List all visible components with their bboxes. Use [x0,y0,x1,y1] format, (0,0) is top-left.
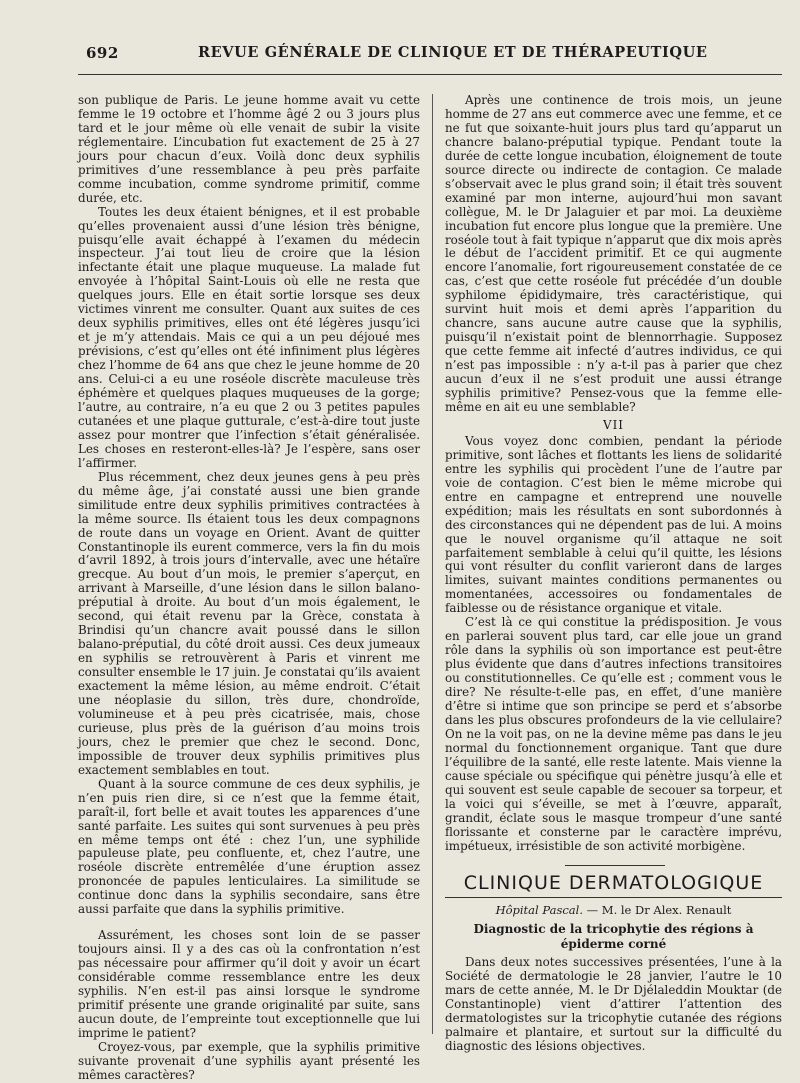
byline [445,904,782,918]
page-number: 692 [86,44,119,62]
section-heading-block [445,865,782,898]
paragraph: Vous voyez donc combien, pendant la période primitive, sont lâches et flottants les liens de solidarité entre les syphilis qui procèdent l’une de l’autre par voie de contagion. C’est bien le même microbe qui entre en campagne et entreprend une nouvelle expédition; mais les résultats en sont subordonnés à des circonstances qui ne dépendent pas de lui. A moins que le nouvel organisme qu’il attaque ne soit parfaitement semblable à celui qu’il quitte, les lésions qui vont résulter du conflit varieront dans de larges limites, suivant maintes conditions permanentes ou momentanées, accessoires ou fondamentales de faiblesse ou de résistance organique et vitale. [445,433,782,616]
right-column [445,94,782,1054]
paragraph: Plus récemment, chez deux jeunes gens à peu près du même âge, j’ai constaté aussi une bien grande similitude entre deux syphilis primitives contractées à la même source. Ils étaient tous les deux compagnons de route dans un voyage en Orient. Avant de quitter Constantinople ils eurent commerce, vers la fin du mois d’avril 1892, à trois jours d’intervalle, avec une hétaïre grecque. Au bout d’un mois, le premier s’aperçut, en arrivant à Marseille, d’une lésion dans le sillon balano-préputial à droite. Au bout d’un mois également, le second, qui était revenu par la Grèce, constata à Brindisi qu’un chancre avait poussé dans le sillon balano-préputial, du côté droit aussi. Ces deux jumeaux en syphilis se retrouvèrent à Paris et vinrent me consulter ensemble le 17 juin. Je constatai qu’ils avaient exactement la même lésion, au même endroit. C’était une néoplasie du sillon, très dure, chondroïde, volumineuse et à peu près cicatrisée, mais, chose curieuse, plus près de la guérison d’au moins trois jours, chez le premier que chez le second. Donc, impossible de trouver deux syphilis primitives plus exactement semblables en tout. [78,469,420,777]
heading-underline [445,897,782,898]
column-divider [432,94,433,1034]
paragraph: son publique de Paris. Le jeune homme avait vu cette femme le 19 octobre et l’homme âgé 2 ou 3 jours plus tard et le jour même où elle venait de subir la visite réglementaire. L’incubation fut exactement de 25 à 27 jours pour chacun d’eux. Voilà donc deux syphilis primitives d’une ressemblance à peu près parfaite comme incubation, comme syndrome primitif, comme durée, etc. [78,93,420,205]
page-header [0,38,800,68]
running-title: REVUE GÉNÉRALE DE CLINIQUE ET DE THÉRAPEUTIQUE [198,44,708,61]
article-title: Diagnostic de la tricophytie des régions à épiderme corné [473,922,754,952]
left-column [78,94,420,1083]
byline-place: Hôpital Pascal. [495,903,583,918]
heading-rule [565,865,665,866]
paragraph: Quant à la source commune de ces deux syphilis, je n’en puis rien dire, si ce n’est que la femme était, paraît-il, fort belle et avait toutes les apparences d’une santé parfaite. Les suites qui sont survenues à peu près en même temps ont été : chez l’un, une syphilide papuleuse plate, peu confluente, et, chez l’autre, une roséole discrète entremêlée d’une éruption assez prononcée de papules lenticulaires. La similitude se continue donc dans la syphilis secondaire, sans être aussi parfaite que dans la syphilis primitive. [78,776,420,917]
paragraph: Toutes les deux étaient bénignes, et il est probable qu’elles provenaient aussi d’une lésion très bénigne, puisqu’elle avait échappé à l’examen du médecin inspecteur. J’ai tout lieu de croire que la lésion infectante était une plaque muqueuse. La malade fut envoyée à l’hôpital Saint-Louis où elle ne resta que quelques jours. Elle en était sortie lorsque ses deux victimes vinrent me consulter. Quant aux suites de ces deux syphilis primitives, elles ont été légères jusqu’ici et je m’y attendais. Mais ce qui a un peu déjoué mes prévisions, c’est qu’elles ont été infiniment plus légères chez l’homme de 64 ans que chez le jeune homme de 20 ans. Celui-ci a eu une roséole discrète maculeuse très éphémère et quelques plaques muqueuses de la gorge; l’autre, au contraire, n’a eu que 2 ou 3 petites papules cutanées et une plaque gutturale, c’est-à-dire tout juste assez pour montrer que l’infection s’était généralisée. Les choses en resteront-elles-là? Je l’espère, sans oser l’affirmer. [78,204,420,470]
paragraph: Croyez-vous, par exemple, que la syphilis primitive suivante provenait d’une syphilis ayant présenté les mêmes caractères? [78,1039,420,1082]
paragraph: Assurément, les choses sont loin de se passer toujours ainsi. Il y a des cas où la confrontation n’est pas nécessaire pour affirmer qu’il doit y avoir un écart considérable comme ressemblance entre les deux syphilis. N’en est-il pas ainsi lorsque le syndrome primitif présente une grande originalité par suite, sans aucun doute, de l’empreinte tout exceptionnelle que lui imprime le patient? [78,928,420,1040]
paragraph: Dans deux notes successives présentées, l’une à la Société de dermatologie le 28 janvier, l’autre le 10 mars de cette année, M. le Dr Djélaleddin Mouktar (de Constantinople) vient d’attirer l’attention des dermatologistes sur la tricophytie cutanée des régions palmaire et plantaire, et surtout sur la difficulté du diagnostic des lésions objectives. [445,955,782,1054]
section-number: VII [603,417,624,432]
paragraph: C’est là ce qui constitue la prédisposition. Je vous en parlerai souvent plus tard, car elle joue un grand rôle dans la syphilis où son importance est peut-être plus évidente que dans d’autres infections transitoires ou constitutionnelles. Ce qu’elle est ; comment vous le dire? Ne résulte-t-elle pas, en effet, d’une manière d’être si intime que son principe se perd et s’absorbe dans les plus obscures profondeurs de la vie cellulaire? On ne la voit pas, on ne la devine même pas dans le jeu normal du fonctionnement organique. Tant que dure l’équilibre de la santé, elle reste latente. Mais vienne la cause spéciale ou spécifique qui pénètre jusqu’à elle et qui souvent est seule capable de secouer sa torpeur, et la voici qui s’éveille, se met à l’œuvre, apparaît, grandit, éclate sous le masque trompeur d’une santé florissante et consterne par le caractère imprévu, impétueux, irrésistible de son activité morbigène. [445,615,782,853]
section-heading: CLINIQUE DERMATOLOGIQUE [463,872,764,895]
header-rule [78,74,782,75]
byline-author: — M. le Dr Alex. Renault [586,903,732,918]
paragraph: Après une continence de trois mois, un jeune homme de 27 ans eut commerce avec une femme, et ce ne fut que soixante-huit jours plus tard qu’apparut un chancre balano-préputial typique. Pendant toute la durée de cette longue incubation, éloignement de toute source directe ou indirecte de contagion. Ce malade s’observait avec le plus grand soin; il était très souvent examiné par mon interne, aujourd’hui mon savant collègue, M. le Dr Jalaguier et par moi. La deuxième incubation fut encore plus longue que la première. Une roséole tout à fait typique n’apparut que dix mois après le début de l’accident primitif. Et ce qui augmente encore l’anomalie, fort rigoureusement constatée de ce cas, c’est que cette roséole fut précédée d’un double syphilome épididymaire, très caractéristique, qui survint huit mois et demi après l’apparition du chancre, sans aucune autre cause que la syphilis, puisqu’il n’existait point de blennorrhagie. Supposez que cette femme ait infecté d’autres individus, ce qui n’est pas impossible : n’y a-t-il pas à parier que chez aucun d’eux il ne s’est produit une aussi étrange syphilis primitive? Pensez-vous que la femme elle-même en ait eu une semblable? [445,93,782,414]
